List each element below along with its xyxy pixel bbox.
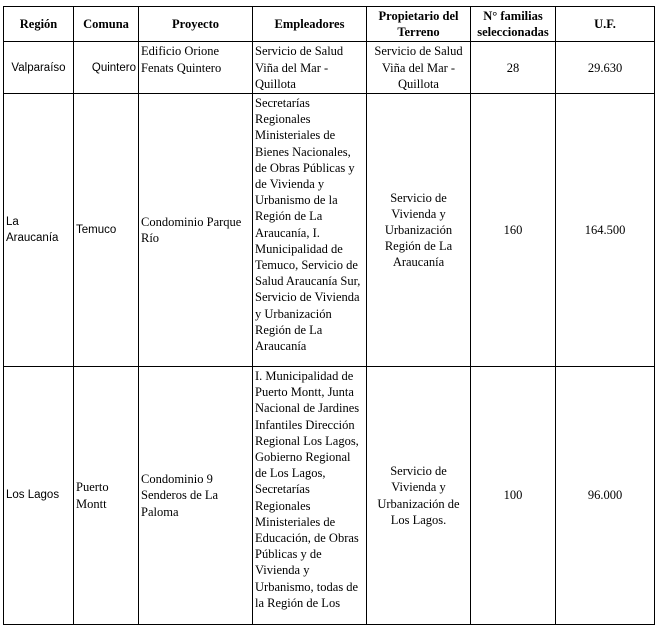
header-comuna: Comuna [74, 7, 139, 42]
cell-proyecto: Condominio Parque Río [139, 94, 253, 367]
table-row [4, 367, 655, 625]
cell-region: Valparaíso [4, 42, 74, 94]
header-propietario: Propietario del Terreno [367, 7, 471, 42]
cell-uf: 29.630 [556, 42, 655, 94]
cell-empleadores: Secretarías Regionales Ministeriales de Bienes Nacionales, de Obras Públicas y de Vivienda y Urbanismo de la Región de La Araucanía, I. Municipalidad de Temuco, Servicio de Salud Araucanía Sur, Servicio de Vivienda y Urbanización Región de La Araucanía [253, 94, 367, 367]
cell-empleadores-text: I. Municipalidad de Puerto Montt, Junta Nacional de Jardines Infantiles Dirección Regional Los Lagos, Gobierno Regional de Los Lagos, Secretarías Regionales Ministeriales de Educación, de Obras Públicas y de Vivienda y Urbanismo, todas de la Región de Los [255, 369, 360, 610]
table-row [4, 42, 655, 94]
cell-familias: 100 [471, 367, 556, 625]
cell-propietario: Servicio de Vivienda y Urbanización de Los Lagos. [367, 367, 471, 625]
cell-comuna: Quintero [74, 42, 139, 94]
cell-empleadores [253, 367, 367, 625]
cell-uf: 96.000 [556, 367, 655, 625]
header-empleadores: Empleadores [253, 7, 367, 42]
cell-proyecto: Condominio 9 Senderos de La Paloma [139, 367, 253, 625]
cell-comuna: Puerto Montt [74, 367, 139, 625]
cell-region: La Araucanía [4, 94, 74, 367]
cell-propietario: Servicio de Salud Viña del Mar - Quillota [367, 42, 471, 94]
cell-familias: 160 [471, 94, 556, 367]
cell-region: Los Lagos [4, 367, 74, 625]
header-row [4, 7, 655, 42]
cell-uf: 164.500 [556, 94, 655, 367]
cell-proyecto: Edificio Orione Fenats Quintero [139, 42, 253, 94]
header-proyecto: Proyecto [139, 7, 253, 42]
cell-empleadores: Servicio de Salud Viña del Mar - Quillota [253, 42, 367, 94]
cell-propietario: Servicio de Vivienda y Urbanización Región de La Araucanía [367, 94, 471, 367]
header-region: Región [4, 7, 74, 42]
cell-familias: 28 [471, 42, 556, 94]
header-familias: N° familias seleccionadas [471, 7, 556, 42]
cell-comuna: Temuco [74, 94, 139, 367]
housing-projects-table [3, 6, 655, 625]
header-uf: U.F. [556, 7, 655, 42]
table-row [4, 94, 655, 367]
